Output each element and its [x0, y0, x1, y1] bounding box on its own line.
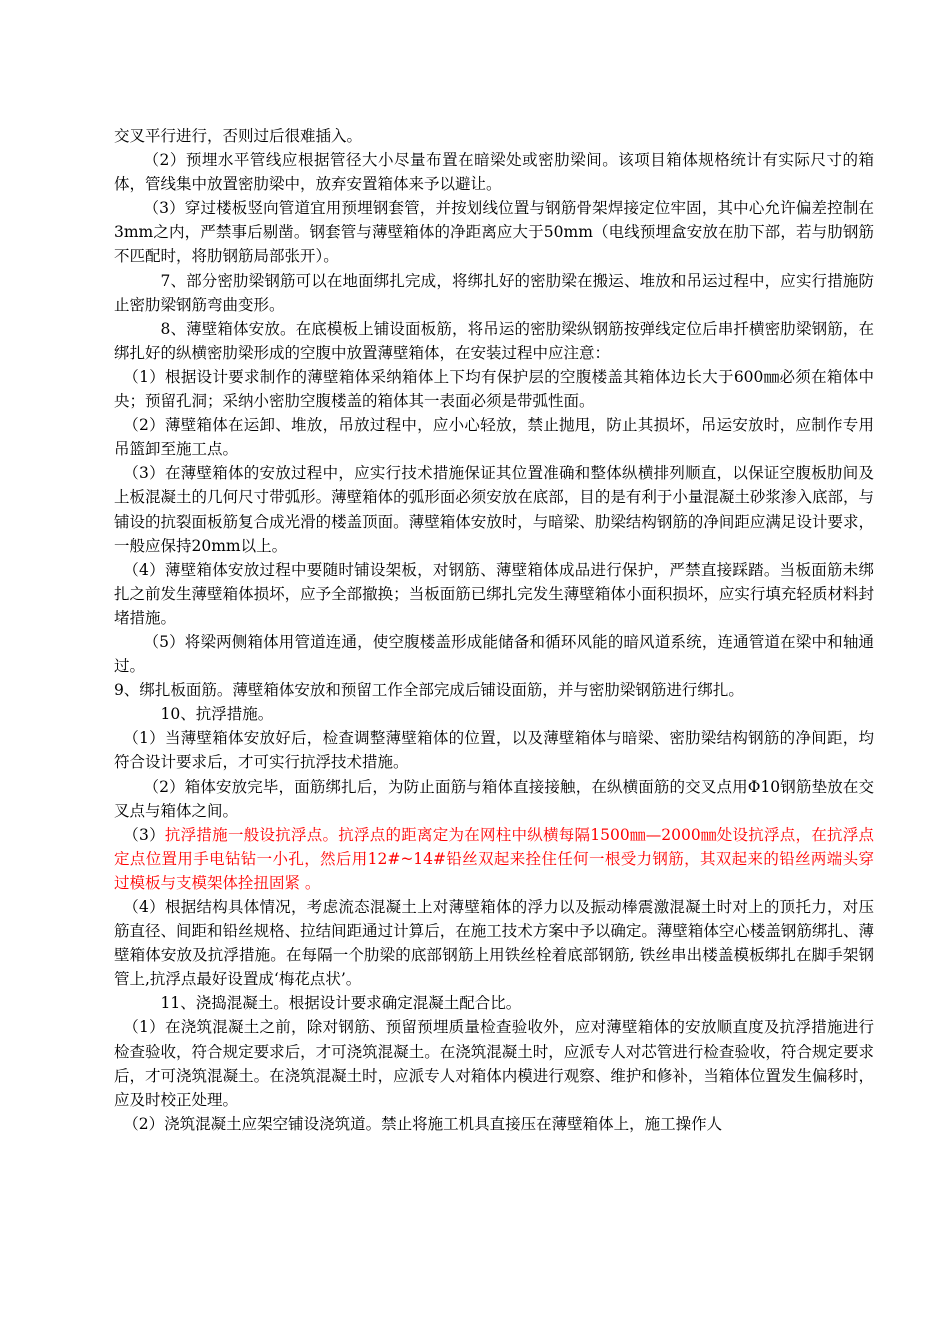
- paragraph: [114, 124, 874, 148]
- paragraph: [114, 726, 874, 774]
- paragraph: [114, 895, 874, 991]
- paragraph: [114, 365, 874, 413]
- paragraph-text: 8、薄壁箱体安放。在底模板上铺设面板筋，将吊运的密肋梁纵钢筋按弹线定位后串扦横密肋梁钢筋，在绑扎好的纵横密肋梁形成的空腹中放置薄壁箱体，在安装过程中应注意：: [114, 319, 874, 362]
- paragraph: [114, 630, 874, 678]
- paragraph-text: （4）根据结构具体情况，考虑流态混凝土上对薄壁箱体的浮力以及振动棒震激混凝土时对上的顶托力，对压筋直径、间距和铅丝规格、拉结间距通过计算后，在施工技术方案中予以确定。薄壁箱体空心楼盖钢筋绑扎、薄壁箱体安放及抗浮措施。在每隔一个肋梁的底部钢筋上用铁丝栓着底部钢筋, 铁丝串出楼盖模板绑扎在脚手架钢管上,抗浮点最好设置成‘梅花点状’。: [114, 898, 874, 989]
- paragraph: [114, 558, 874, 630]
- paragraph-text: （3）在薄壁箱体的安放过程中，应实行技术措施保证其位置准确和整体纵横排列顺直，以保证空腹板肋间及上板混凝土的几何尺寸带弧形。薄壁箱体的弧形面必须安放在底部，目的是有利于小量混凝土砂浆渗入底部，与铺设的抗裂面板筋复合成光滑的楼盖顶面。薄壁箱体安放时，与暗梁、肋梁结构钢筋的净间距应满足设计要求，一般应保持20mm以上。: [114, 464, 874, 555]
- paragraph: [114, 1112, 874, 1136]
- paragraph-text: （2）预埋水平管线应根据管径大小尽量布置在暗梁处或密肋梁间。该项目箱体规格统计有实际尺寸的箱体，管线集中放置密肋梁中，放弃安置箱体来予以避让。: [114, 151, 874, 194]
- paragraph: [114, 413, 874, 461]
- paragraph: [114, 317, 874, 365]
- paragraph: [114, 1015, 874, 1111]
- highlighted-text: 抗浮措施一般设抗浮点。抗浮点的距离定为在网柱中纵横每隔1500㎜—2000㎜处设抗浮点，在抗浮点定点位置用手电钻钻一小孔，然后用12#~14#铅丝双起来拴住任何一根受力钢筋，其双起来的铅丝两端头穿过模板与支模架体拴扭固紧 。: [114, 825, 874, 892]
- paragraph-text: （3）穿过楼板竖向管道宜用预埋钢套管，并按划线位置与钢筋骨架焊接定位牢固，其中心允许偏差控制在3mm之内，严禁事后剔凿。钢套管与薄壁箱体的净距离应大于50mm（电线预埋盒安放在肋下部，若与肋钢筋不匹配时，将肋钢筋局部张开）。: [114, 199, 874, 266]
- paragraph-text: （5）将梁两侧箱体用管道连通，使空腹楼盖形成能储备和循环风能的暗风道系统，连通管道在梁中和轴通过。: [114, 632, 874, 676]
- paragraph-text: 10、抗浮措施。: [160, 705, 274, 724]
- paragraph-text: 11、浇捣混凝土。根据设计要求确定混凝土配合比。: [160, 994, 522, 1013]
- paragraph: [114, 196, 874, 268]
- paragraph-text: （1）当薄壁箱体安放好后，检查调整薄壁箱体的位置，以及薄壁箱体与暗梁、密肋梁结构钢筋的净间距，均符合设计要求后，才可实行抗浮技术措施。: [114, 729, 874, 772]
- paragraph-text: （2）浇筑混凝土应架空铺设浇筑道。禁止将施工机具直接压在薄壁箱体上，施工操作人: [123, 1114, 723, 1133]
- paragraph-text: 7、部分密肋梁钢筋可以在地面绑扎完成，将绑扎好的密肋梁在搬运、堆放和吊运过程中，应实行措施防止密肋梁钢筋弯曲变形。: [114, 271, 874, 314]
- body-text: [114, 124, 874, 1136]
- paragraph: [114, 148, 874, 196]
- paragraph: [114, 461, 874, 557]
- paragraph-text: 9、绑扎板面筋。薄壁箱体安放和预留工作全部完成后铺设面筋，并与密肋梁钢筋进行绑扎。: [114, 681, 744, 700]
- paragraph-text: （4）薄壁箱体安放过程中要随时铺设架板，对钢筋、薄壁箱体成品进行保护，严禁直接踩踏。当板面筋未绑扎之前发生薄壁箱体损坏，应予全部撤换；当板面筋已绑扎完发生薄壁箱体小面积损坏，应实行填充轻质材料封堵措施。: [114, 560, 874, 627]
- paragraph-text: （1）在浇筑混凝土之前，除对钢筋、预留预埋质量检查验收外，应对薄壁箱体的安放顺直度及抗浮措施进行检查验收，符合规定要求后，才可浇筑混凝土。在浇筑混凝土时，应派专人对芯管进行检查验收，符合规定要求后，才可浇筑混凝土。在浇筑混凝土时，应派专人对箱体内模进行观察、维护和修补，当箱体位置发生偏移时，应及时校正处理。: [114, 1018, 874, 1109]
- paragraph: [114, 702, 874, 726]
- paragraph: [114, 678, 874, 702]
- paragraph-text: 交叉平行进行，否则过后很难插入。: [114, 127, 363, 145]
- paragraph-text: （2）薄壁箱体在运卸、堆放，吊放过程中，应小心轻放，禁止抛甩，防止其损坏，吊运安放时，应制作专用吊篮卸至施工点。: [114, 416, 874, 459]
- paragraph-text: （2）箱体安放完毕，面筋绑扎后，为防止面筋与箱体直接接触，在纵横面筋的交叉点用Φ10钢筋垫放在交叉点与箱体之间。: [114, 777, 874, 820]
- paragraph-text: （3）: [123, 825, 165, 844]
- paragraph: [114, 991, 874, 1015]
- paragraph-text: （1）根据设计要求制作的薄壁箱体采纳箱体上下均有保护层的空腹楼盖其箱体边长大于600㎜必须在箱体中央；预留孔洞；采纳小密肋空腹楼盖的箱体其一表面必须是带弧性面。: [114, 367, 874, 411]
- paragraph: [114, 823, 874, 895]
- paragraph: [114, 775, 874, 823]
- paragraph: [114, 269, 874, 317]
